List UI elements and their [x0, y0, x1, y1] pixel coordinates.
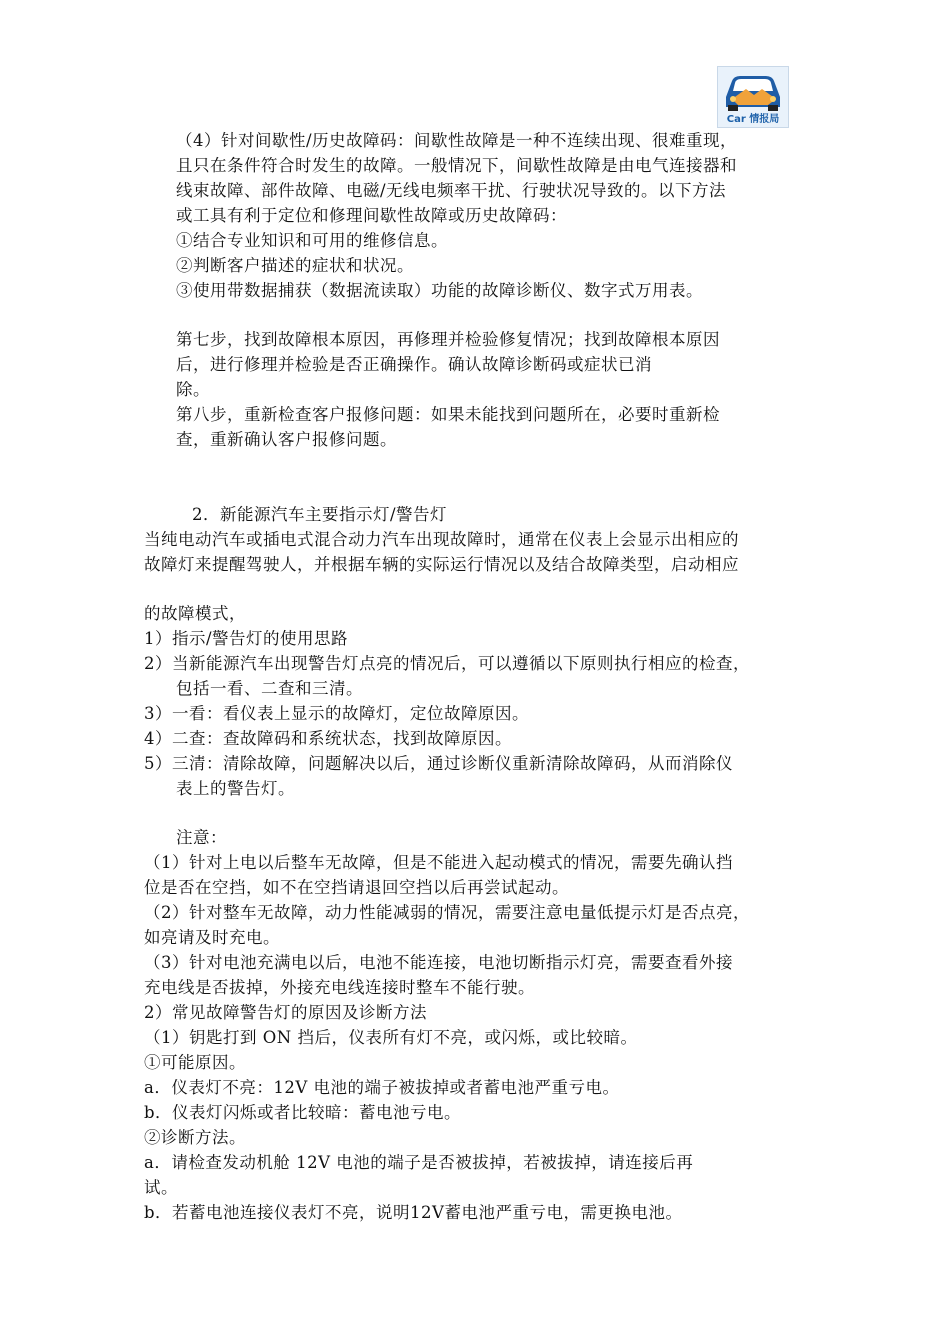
paragraph-line: 位是否在空挡，如不在空挡请退回空挡以后再尝试起动。 [144, 878, 569, 897]
paragraph-line: 且只在条件符合时发生的故障。一般情况下，间歇性故障是由电气连接器和 [176, 156, 737, 175]
car-logo [717, 66, 789, 128]
list-item: ③使用带数据捕获（数据流读取）功能的故障诊断仪、数字式万用表。 [176, 281, 703, 300]
paragraph-line: b．仪表灯闪烁或者比较暗：蓄电池亏电。 [144, 1103, 462, 1122]
list-item: 5）三清：清除故障，问题解决以后，通过诊断仪重新清除故障码，从而消除仪 [144, 754, 733, 773]
paragraph-line: 2）常见故障警告灯的原因及诊断方法 [144, 1003, 427, 1022]
paragraph-line: （2）针对整车无故障，动力性能减弱的情况，需要注意电量低提示灯是否点亮， [144, 903, 750, 922]
section-heading: 2．新能源汽车主要指示灯/警告灯 [192, 505, 448, 524]
list-item: 1）指示/警告灯的使用思路 [144, 629, 349, 648]
paragraph-line: （1）钥匙打到 ON 挡后，仪表所有灯不亮，或闪烁，或比较暗。 [144, 1028, 638, 1047]
paragraph-line: （4）针对间歇性/历史故障码：间歇性故障是一种不连续出现、很难重现， [176, 131, 738, 150]
paragraph-line: 故障灯来提醒驾驶人，并根据车辆的实际运行情况以及结合故障类型，启动相应 [144, 555, 739, 574]
paragraph-line: 第七步，找到故障根本原因，再修理并检验修复情况；找到故障根本原因 [176, 330, 720, 349]
list-item: ①结合专业知识和可用的维修信息。 [176, 231, 448, 250]
paragraph-line: 除。 [176, 380, 210, 399]
list-item-continuation: 包括一看、二查和三清。 [176, 679, 363, 698]
note-title: 注意： [176, 828, 227, 847]
paragraph-line: 当纯电动汽车或插电式混合动力汽车出现故障时，通常在仪表上会显示出相应的 [144, 530, 739, 549]
paragraph-line: 线束故障、部件故障、电磁/无线电频率干扰、行驶状况导致的。以下方法 [176, 181, 727, 200]
paragraph-line: a．请检查发动机舱 12V 电池的端子是否被拔掉，若被拔掉，请连接后再 [144, 1153, 694, 1172]
paragraph-line: a．仪表灯不亮：12V 电池的端子被拔掉或者蓄电池严重亏电。 [144, 1078, 620, 1097]
list-item: 4）二查：查故障码和系统状态，找到故障原因。 [144, 729, 512, 748]
paragraph-line: 的故障模式， [144, 604, 246, 623]
car-handshake-icon [718, 67, 788, 115]
paragraph-line: 或工具有利于定位和修理间歇性故障或历史故障码： [176, 206, 567, 225]
list-item: ②判断客户描述的症状和状况。 [176, 256, 414, 275]
paragraph-line: ①可能原因。 [144, 1053, 246, 1072]
paragraph-line: （3）针对电池充满电以后，电池不能连接，电池切断指示灯亮，需要查看外接 [144, 953, 733, 972]
paragraph-line: 后，进行修理并检验是否正确操作。确认故障诊断码或症状已消 [176, 355, 652, 374]
list-item-continuation: 表上的警告灯。 [176, 779, 295, 798]
paragraph-line: 试。 [144, 1178, 178, 1197]
paragraph-line: 第八步，重新检查客户报修问题：如果未能找到问题所在，必要时重新检 [176, 405, 720, 424]
list-item: 3）一看：看仪表上显示的故障灯，定位故障原因。 [144, 704, 529, 723]
paragraph-line: 充电线是否拔掉，外接充电线连接时整车不能行驶。 [144, 978, 535, 997]
paragraph-line: 如亮请及时充电。 [144, 928, 280, 947]
list-item: 2）当新能源汽车出现警告灯点亮的情况后，可以遵循以下原则执行相应的检查， [144, 654, 750, 673]
logo-text: Car 情报局 [726, 114, 780, 125]
paragraph-line: （1）针对上电以后整车无故障，但是不能进入起动模式的情况，需要先确认挡 [144, 853, 733, 872]
paragraph-line: b．若蓄电池连接仪表灯不亮，说明12V蓄电池严重亏电，需更换电池。 [144, 1203, 683, 1222]
paragraph-line: 查，重新确认客户报修问题。 [176, 430, 397, 449]
paragraph-line: ②诊断方法。 [144, 1128, 246, 1147]
